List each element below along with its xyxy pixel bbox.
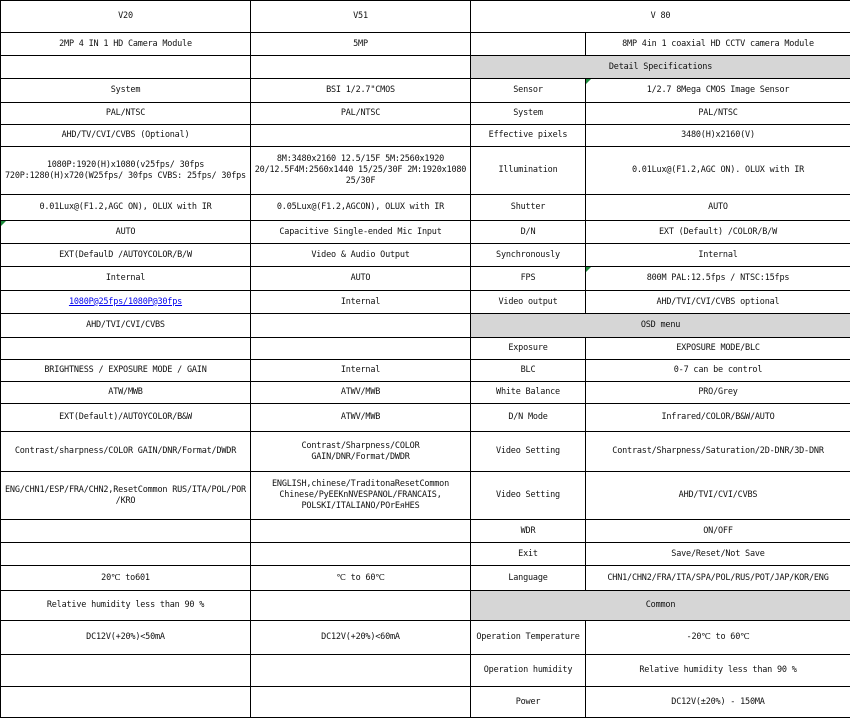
cell-v51: ℃ to 60℃ <box>251 566 471 591</box>
cell-v51 <box>251 655 471 687</box>
header-v51: V51 <box>251 1 471 33</box>
cell-v20: BRIGHTNESS / EXPOSURE MODE / GAIN <box>1 360 251 382</box>
cell-v51: ATWV/MWB <box>251 382 471 404</box>
cell-value: 3480(H)x2160(V) <box>586 125 850 147</box>
cell-value: 1/2.7 8Mega CMOS Image Sensor <box>586 79 850 103</box>
cell-value: AHD/TVI/CVI/CVBS <box>586 472 850 520</box>
table-row <box>1 314 850 338</box>
table-row <box>1 33 850 56</box>
cell-v20: PAL/NTSC <box>1 103 251 125</box>
cell-v51 <box>251 591 471 621</box>
table-row <box>1 147 850 195</box>
header-v80: V 80 <box>471 1 850 33</box>
cell-label: Video Setting <box>471 472 586 520</box>
cell-v51: Internal <box>251 360 471 382</box>
cell-v51: Internal <box>251 291 471 314</box>
table-row <box>1 566 850 591</box>
cell-v20 <box>1 56 251 79</box>
table-row <box>1 338 850 360</box>
cell-v51: 0.05Lux@(F1.2,AGCON), OLUX with IR <box>251 195 471 221</box>
cell-value: Infrared/COLOR/B&W/AUTO <box>586 404 850 432</box>
table-row <box>1 432 850 472</box>
table-row <box>1 382 850 404</box>
cell-value: EXT (Default) /COLOR/B/W <box>586 221 850 244</box>
cell-v20 <box>1 338 251 360</box>
cell-v20: AUTO <box>1 221 251 244</box>
cell-label: Synchronously <box>471 244 586 267</box>
cell-v51: 5MP <box>251 33 471 56</box>
table-row <box>1 291 850 314</box>
cell-value: 8MP 4in 1 coaxial HD CCTV camera Module <box>586 33 850 56</box>
section-header: Detail Specifications <box>471 56 850 79</box>
cell-v20 <box>1 291 251 314</box>
table-row <box>1 195 850 221</box>
framerate-link[interactable]: 1080P@25fps/1080P@30fps <box>68 296 183 307</box>
cell-v20: EXT(DefaulD /AUTOYCOLOR/B/W <box>1 244 251 267</box>
cell-v51: ENGLISH,chinese/TraditonaResetCommon Chinese/PyEEKnNVESPANOL/FRANCAIS, POLSKI/ITALIANO/POrEᴙHES <box>251 472 471 520</box>
cell-value: AUTO <box>586 195 850 221</box>
cell-value: CHN1/CHN2/FRA/ITA/SPA/POL/RUS/POT/JAP/KOR/ENG <box>586 566 850 591</box>
cell-v51: ATWV/MWB <box>251 404 471 432</box>
cell-value: 0.01Lux@(F1.2,AGC ON). OLUX with IR <box>586 147 850 195</box>
cell-v51: 8M:3480x2160 12.5/15F 5M:2560x1920 20/12.5F4M:2560x1440 15/25/30F 2M:1920x1080 25/30F <box>251 147 471 195</box>
header-v20: V20 <box>1 1 251 33</box>
cell-v20: AHD/TV/CVI/CVBS (Optional) <box>1 125 251 147</box>
table-row <box>1 360 850 382</box>
cell-value: Internal <box>586 244 850 267</box>
cell-value: DC12V(±20%) - 150MA <box>586 687 850 718</box>
cell-value: Save/Reset/Not Save <box>586 543 850 566</box>
cell-label: Operation humidity <box>471 655 586 687</box>
cell-v51 <box>251 338 471 360</box>
cell-label: Effective pixels <box>471 125 586 147</box>
cell-v20: AHD/TVI/CVI/CVBS <box>1 314 251 338</box>
cell-v51: AUTO <box>251 267 471 291</box>
cell-v20 <box>1 687 251 718</box>
cell-v20: ENG/CHN1/ESP/FRA/CHN2,ResetCommon RUS/ITA/POL/POR /KRO <box>1 472 251 520</box>
cell-value: EXPOSURE MODE/BLC <box>586 338 850 360</box>
table-row <box>1 79 850 103</box>
cell-value: -20℃ to 60℃ <box>586 621 850 655</box>
cell-label: WDR <box>471 520 586 543</box>
cell-value: Relative humidity less than 90 % <box>586 655 850 687</box>
cell-v51 <box>251 125 471 147</box>
table-row <box>1 621 850 655</box>
cell-label: White Balance <box>471 382 586 404</box>
cell-v51 <box>251 314 471 338</box>
cell-value: Contrast/Sharpness/Saturation/2D-DNR/3D-DNR <box>586 432 850 472</box>
cell-v20: DC12V(+20%)<50mA <box>1 621 251 655</box>
table-row <box>1 103 850 125</box>
cell-label: Power <box>471 687 586 718</box>
cell-label: Exit <box>471 543 586 566</box>
cell-label: Illumination <box>471 147 586 195</box>
section-header: Common <box>471 591 850 621</box>
cell-label: Operation Temperature <box>471 621 586 655</box>
table-row <box>1 404 850 432</box>
cell-v20 <box>1 520 251 543</box>
cell-value: 800M PAL:12.5fps / NTSC:15fps <box>586 267 850 291</box>
cell-v51 <box>251 520 471 543</box>
cell-v51: Video & Audio Output <box>251 244 471 267</box>
cell-label: Video output <box>471 291 586 314</box>
cell-value: PAL/NTSC <box>586 103 850 125</box>
cell-v20: System <box>1 79 251 103</box>
cell-label: D/N Mode <box>471 404 586 432</box>
cell-v51 <box>251 543 471 566</box>
section-header: OSD menu <box>471 314 850 338</box>
table-row <box>1 655 850 687</box>
cell-label: BLC <box>471 360 586 382</box>
cell-label: Video Setting <box>471 432 586 472</box>
table-row <box>1 56 850 79</box>
cell-label: FPS <box>471 267 586 291</box>
cell-v51 <box>251 56 471 79</box>
cell-value: 0-7 can be control <box>586 360 850 382</box>
cell-label: System <box>471 103 586 125</box>
cell-label: D/N <box>471 221 586 244</box>
table-row <box>1 267 850 291</box>
cell-v20: Internal <box>1 267 251 291</box>
cell-v20: EXT(Default)/AUTOYCOLOR/B&W <box>1 404 251 432</box>
cell-label: Sensor <box>471 79 586 103</box>
cell-value: PRO/Grey <box>586 382 850 404</box>
cell-v20 <box>1 543 251 566</box>
cell-label: Exposure <box>471 338 586 360</box>
cell-v20: Contrast/sharpness/COLOR GAIN/DNR/Format/DWDR <box>1 432 251 472</box>
cell-v51: Capacitive Single-ended Mic Input <box>251 221 471 244</box>
cell-v20 <box>1 655 251 687</box>
cell-v51: PAL/NTSC <box>251 103 471 125</box>
cell-label <box>471 33 586 56</box>
cell-v51: DC12V(+20%)<60mA <box>251 621 471 655</box>
table-row <box>1 125 850 147</box>
cell-v51: BSI 1/2.7"CMOS <box>251 79 471 103</box>
table-row <box>1 520 850 543</box>
cell-v20: 1080P:1920(H)x1080(v25fps/ 30fps 720P:1280(H)x720(W25fps/ 30fps CVBS: 25fps/ 30fps <box>1 147 251 195</box>
table-row <box>1 543 850 566</box>
cell-v20: 0.01Lux@(F1.2,AGC ON), OLUX with IR <box>1 195 251 221</box>
table-row <box>1 244 850 267</box>
cell-v20: Relative humidity less than 90 % <box>1 591 251 621</box>
cell-value: ON/OFF <box>586 520 850 543</box>
header-row <box>1 1 850 33</box>
table-row <box>1 221 850 244</box>
table-row <box>1 591 850 621</box>
table-row <box>1 687 850 718</box>
cell-label: Shutter <box>471 195 586 221</box>
table-row <box>1 472 850 520</box>
cell-v20: ATW/MWB <box>1 382 251 404</box>
cell-v20: 2MP 4 IN 1 HD Camera Module <box>1 33 251 56</box>
cell-label: Language <box>471 566 586 591</box>
cell-v51 <box>251 687 471 718</box>
cell-v51: Contrast/Sharpness/COLOR GAIN/DNR/Format/DWDR <box>251 432 471 472</box>
cell-v20: 20℃ to601 <box>1 566 251 591</box>
cell-value: AHD/TVI/CVI/CVBS optional <box>586 291 850 314</box>
